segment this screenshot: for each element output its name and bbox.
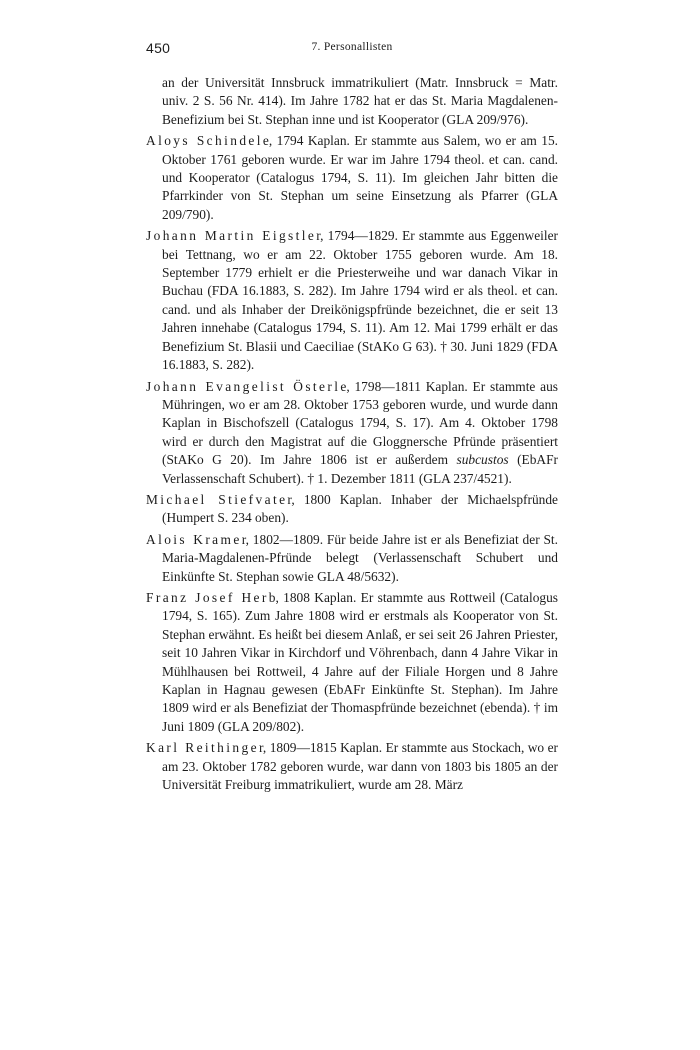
continuation-paragraph: an der Universität Innsbruck immatrikuliert (Matr. Innsbruck = Matr. univ. 2 S. 56 Nr. 414). Im Jahre 1782 hat er das St. Maria Magdalenen-Benefizium bei St. Stephan inne und ist Kooperator (GLA 209/976). (162, 75, 558, 127)
body-text (146, 74, 558, 794)
entry-name: Michael Stiefvate (146, 491, 288, 507)
page-number: 450 (146, 40, 171, 56)
entry-name: Karl Reithinge (146, 740, 259, 756)
entry-schindele (146, 132, 558, 224)
entry-osterle (146, 378, 558, 488)
entry-name-end: b (268, 589, 276, 605)
running-head (146, 40, 558, 64)
entry-name-end: e (262, 133, 269, 149)
entry-name-end: r (287, 491, 292, 507)
book-page (146, 40, 558, 794)
entry-name-end: r (316, 228, 321, 244)
entry-text: , 1802—1809. Für beide Jahre ist er als Benefiziat der St. Maria-Magdalenen-Pfründe belegt (Verlassenschaft Schubert und Einkünfte St. Stephan sowie GLA 48/5632). (162, 531, 558, 584)
entry-text: , 1800 Kaplan. Inhaber der Michaelspfründe (Humpert S. 234 oben). (162, 491, 558, 526)
entry-stiefvater (146, 491, 558, 528)
entry-reithinger (146, 739, 558, 794)
entry-text: , 1794—1829. Er stammte aus Eggenweiler bei Tettnang, wo er am 22. Oktober 1755 geboren wurde. Am 18. September 1779 erhielt er die Priesterweihe und war danach Vikar in Buchau (FDA 16.1883, S. 282). Im Jahre 1794 wird er als theol. et can. cand. und als Inhaber der Dreikönigspfründe bezeichnet, die er seit 13 Jahren innehabe (Catalogus 1794, S. 11). Am 12. Mai 1799 erhält er das Benefizium St. Blasii und Caeciliae (StAKo G 63). † 30. Juni 1829 (FDA 16.1883, S. 282). (162, 228, 558, 373)
entry-name: Aloys Schindel (146, 133, 263, 149)
entry-text-after: (EbAFr Verlassenschaft Schubert). † 1. Dezember 1811 (GLA 237/4521). (162, 452, 558, 486)
entry-name: Johann Martin Eigstle (146, 228, 317, 244)
entry-name: Johann Evangelist Österl (146, 378, 341, 394)
entry-name-end: r (258, 740, 263, 756)
entry-name: Alois Krame (146, 531, 242, 547)
entry-text: , 1798—1811 Kaplan. Er stammte aus Mühringen, wo er am 28. Oktober 1753 geboren wurde, und wurde dann Kaplan in Bischofszell (Catalogus 1794, S. 17). Am 4. Oktober 1798 wird er durch den Magistrat auf die Gloggnersche Pfründe präsentiert (StAKo G 20). Im Jahre 1806 ist er außerdem (162, 378, 559, 468)
entry-eigstler (146, 227, 558, 374)
entry-herb (146, 589, 558, 736)
chapter-title: 7. Personallisten (311, 41, 393, 53)
entry-text: , 1808 Kaplan. Er stammte aus Rottweil (Catalogus 1794, S. 165). Zum Jahre 1808 wird er erstmals als Kooperator von St. Stephan erwähnt. Es heißt bei diesem Anlaß, er sei seit 26 Jahren Priester, seit 10 Jahren Vikar in Kirchdorf und Vöhrenbach, dann 4 Jahre Vikar in Mühlhausen bei Rottweil, 4 Jahre auf der Filiale Horgen und 8 Jahre Kaplan in Hagnau gewesen (EbAFr Einkünfte St. Stephan). Im Jahre 1809 wird er als Benefiziat der Thomaspfründe bezeichnet (ebenda). † im Juni 1809 (GLA 209/802). (162, 589, 558, 734)
entry-name-end: r (241, 531, 246, 547)
entry-text: , 1794 Kaplan. Er stammte aus Salem, wo er am 15. Oktober 1761 geboren wurde. Er war im Jahre 1794 theol. et can. cand. und Kooperator (Catalogus 1794, S. 11). Im gleichen Jahr bitten die Pfarrkinder von St. Stephan um seine Einsetzung als Pfarrer (GLA 209/790). (162, 133, 558, 222)
entry-kramer (146, 531, 558, 586)
entry-name: Franz Josef Her (146, 589, 269, 605)
entry-name-end: e (340, 378, 347, 394)
entry-text: , 1809—1815 Kaplan. Er stammte aus Stockach, wo er am 23. Oktober 1782 geboren wurde, war dann von 1803 bis 1805 an der Universität Freiburg immatrikuliert, wurde am 28. März (162, 740, 559, 793)
entry-italic-term: subcustos (456, 452, 509, 468)
